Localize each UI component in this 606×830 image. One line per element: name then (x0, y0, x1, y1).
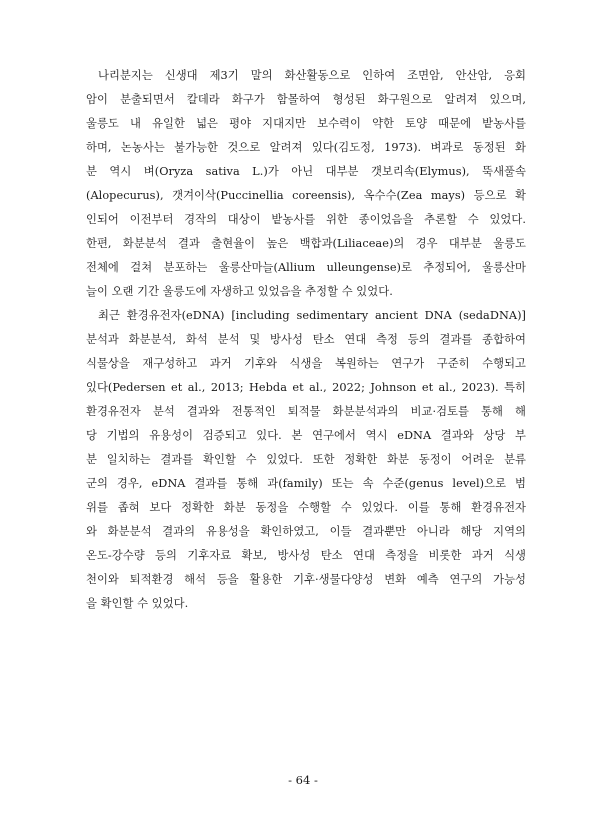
text-line: 나리분지는 신생대 제3기 말의 화산활동으로 인하여 조면암, 안산암, 응회 (98, 69, 526, 82)
text-line: 분 일치하는 결과를 확인할 수 있었다. 또한 정확한 화분 동정이 어려운 분류 (86, 453, 526, 466)
text-line: 암이 분출되면서 칼데라 화구가 함몰하여 형성된 화구원으로 알려져 있으며, (86, 93, 526, 106)
page-number: - 64 - (288, 773, 318, 787)
text-line: 군의 경우, eDNA 결과를 통해 과(family) 또는 속 수준(genus level)으로 범 (86, 477, 526, 490)
text-line: 최근 환경유전자(eDNA) [including sedimentary ancient DNA (sedaDNA)] (98, 309, 526, 322)
text-line: 환경유전자 분석 결과와 전통적인 퇴적물 화분분석과의 비교·검토를 통해 해 (86, 405, 526, 418)
text-line: 분석과 화분분석, 화석 분석 및 방사성 탄소 연대 측정 등의 결과를 종합하여 (86, 333, 526, 346)
text-line: 울릉도 내 유일한 넓은 평야 지대지만 보수력이 약한 토양 때문에 밭농사를 (86, 117, 526, 130)
text-line: 당 기법의 유용성이 검증되고 있다. 본 연구에서 역시 eDNA 결과와 상당 부 (86, 429, 526, 442)
text-line: 을 확인할 수 있었다. (86, 597, 189, 610)
text-line: 천이와 퇴적환경 해석 등을 활용한 기후·생물다양성 변화 예측 연구의 가능성 (86, 573, 526, 586)
text-line: 인되어 이전부터 경작의 대상이 밭농사를 위한 종이었음을 추론할 수 있었다. (86, 213, 526, 226)
text-line: 전체에 걸쳐 분포하는 울릉산마늘(Allium ulleungense)로 추정되어, 울릉산마 (86, 261, 526, 274)
text-line: 늘이 오랜 기간 울릉도에 자생하고 있었음을 추정할 수 있었다. (86, 285, 393, 298)
text-line: 온도-강수량 등의 기후자료 확보, 방사성 탄소 연대 측정을 비롯한 과거 식생 (86, 549, 526, 562)
text-line: 한편, 화분분석 결과 출현율이 높은 백합과(Liliaceae)의 경우 대부분 울릉도 (86, 237, 526, 250)
text-line: 분 역시 벼(Oryza sativa L.)가 아닌 대부분 갯보리속(Elymus), 뚝새풀속 (86, 165, 526, 178)
paragraph-edna (86, 304, 526, 616)
body-text (86, 64, 526, 616)
text-line: (Alopecurus), 갯겨이삭(Puccinellia coreensis), 옥수수(Zea mays) 등으로 확 (86, 189, 526, 202)
text-line: 와 화분분석 결과의 유용성을 확인하였고, 이들 결과뿐만 아니라 해당 지역의 (86, 525, 526, 538)
paragraph-naribunji (86, 64, 526, 304)
text-line: 하며, 논농사는 불가능한 것으로 알려져 있다(김도정, 1973). 벼과로 동정된 화 (86, 141, 526, 154)
text-line: 식물상을 재구성하고 과거 기후와 식생을 복원하는 연구가 구준히 수행되고 (86, 357, 526, 370)
text-line: 있다(Pedersen et al., 2013; Hebda et al., 2022; Johnson et al., 2023). 특히 (86, 381, 526, 394)
text-line: 위를 좁혀 보다 정확한 화분 동정을 수행할 수 있었다. 이를 통해 환경유전자 (86, 501, 526, 514)
